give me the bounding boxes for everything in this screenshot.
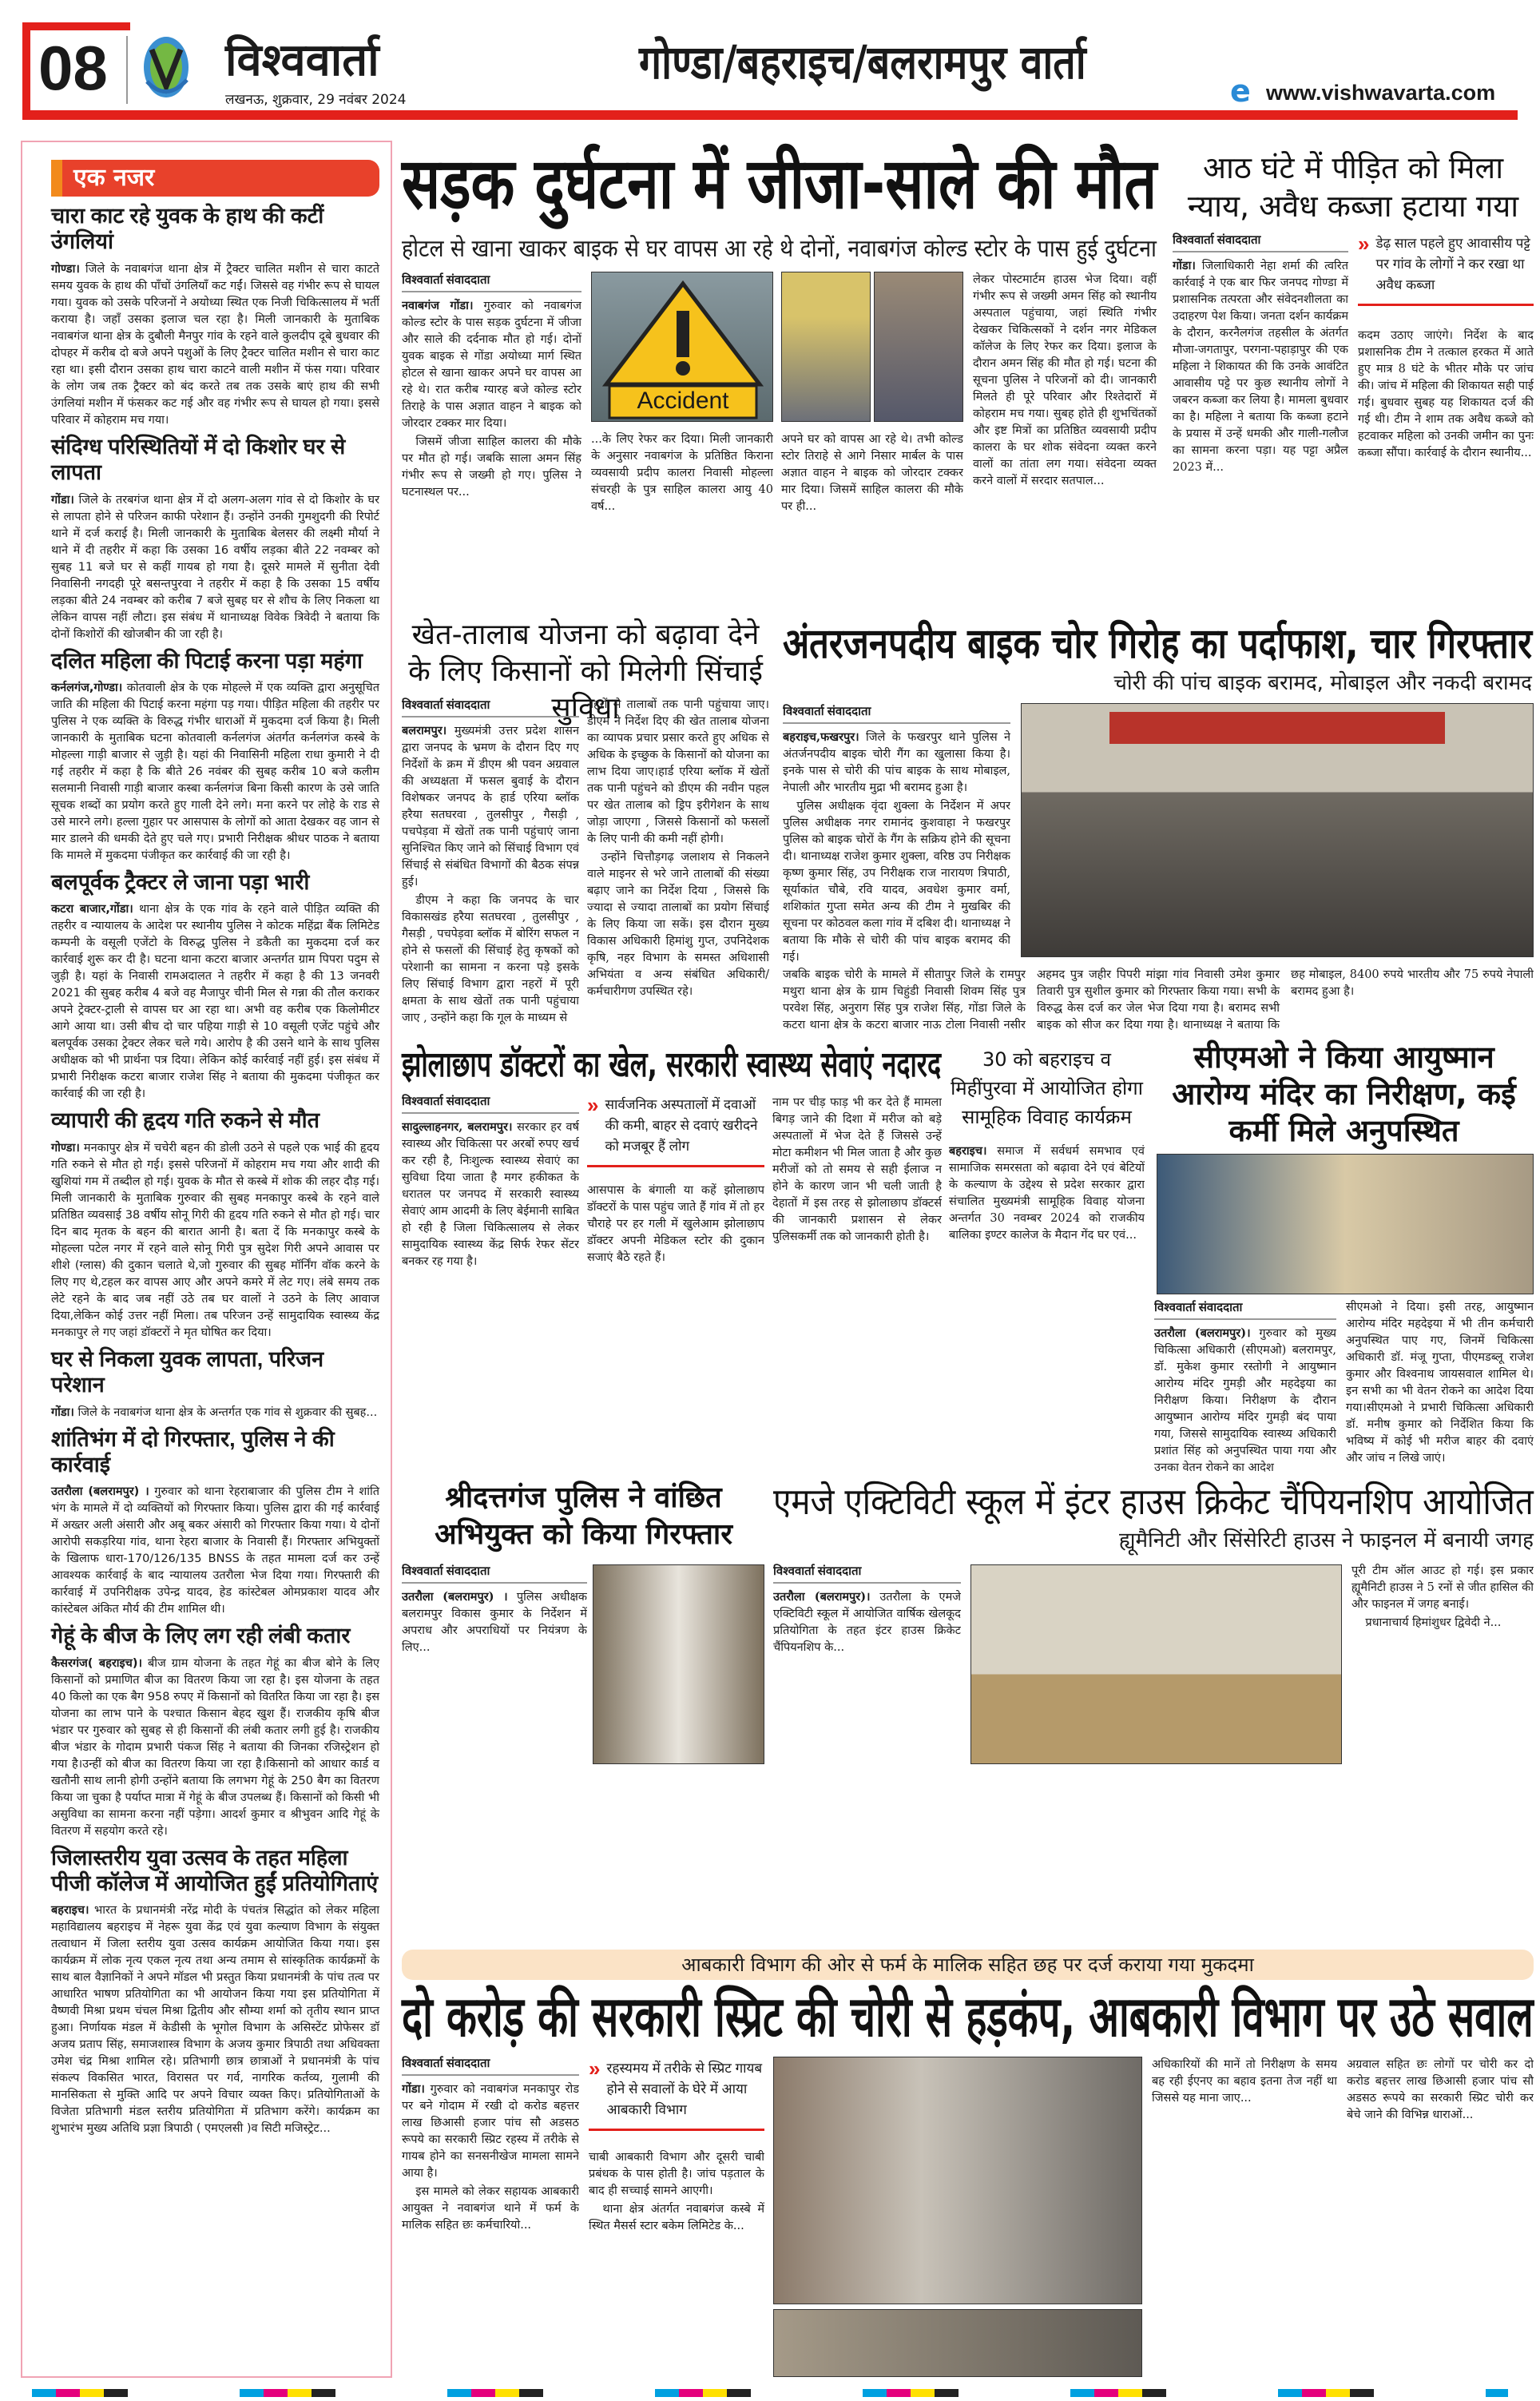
sidebar-story-headline: व्यापारी की हृदय गति रुकने से मौत (51, 1108, 320, 1133)
ek-nazar-banner: एक नजर (51, 160, 379, 197)
sidebar-story-headline: गेहूं के बीज के लिए लग रही लंबी कतार (51, 1624, 351, 1648)
byline: विश्ववार्ता संवाददाता (1154, 1299, 1336, 1320)
victim-photo-1 (781, 272, 871, 422)
frame-left (22, 22, 30, 118)
victim-photo-2 (874, 272, 963, 422)
bikegang-subhead: चोरी की पांच बाइक बरामद, मोबाइल और नकदी बरामद (1113, 671, 1532, 695)
cmo-col-2: सीएमओ ने दिया। इसी तरह, आयुष्मान आरोग्य मंदिर महदेइया में भी तीन कर्मचारी अनुपस्थित पाए गए, जिनमें चिकित्सा अधिकारी डॉ. मंजू गुप्ता, पीएमडब्लू राजेश कुमार और विश्वनाथ जायसवाल शामिल थे। इन सभी का भी वेतन रोकने का आदेश दिया गया।सीएमओ ने प्रभारी चिकित्सा अधिकारी डॉ. मनीष कुमार को निर्देशित किया कि भविष्य में कोई भी मरीज बाहर की दवाएं और जांच न लिखे जाएं। (1346, 1301, 1534, 1465)
sidebar-story-body: कर्नलगंज,गोण्डा। कोतवाली क्षेत्र के एक मोहल्ले में एक व्यक्ति द्वारा अनुसूचित जाति की महिला की पिटाई करना महंगा पड़ गया। पीड़ित महिला की तहरीर पर पुलिस ने एक व्यक्ति के विरुद्ध गंभीर धाराओं में मुकदमा दर्ज किया है। मिली जानकारी के मुताबिक घटना कोतवाली कर्नलगंज अंतर्गत कर्नलगंज कस्बे के मोहल्ला गाड़ी बाजार से जुड़ी है। यहां की निवासिनी महिला राधा कुमारी ने दी गई तहरीर में कहा है कि बीते 26 नवंबर की सुबह करीब 10 बजे कलीम सलमानी निवासी गाड़ी बाजार कस्बा कर्नलगंज बिना किसी कारण के उसे जाति सूचक शब्दों का प्रयोग करते हुए गाली देने लगे। मना करने पर लोहे के राड से उसे मारने लगे। हल्ला गुहार पर आसपास के लोगों को आता देखकर वह जान से मार डालने की धमकी देते हुए चले गए। प्रभारी निरीक्षक श्रीधर पाठक ने बताया कि मामले में मुकदमा पंजीकृत कर कार्रवाई की जा रही है। (51, 681, 380, 862)
lead-subhead: होटल से खाना खाकर बाइक से घर वापस आ रहे थे दोनों, नवाबगंज कोल्ड स्टोर के पास हुई दुर्घटना (402, 235, 1157, 263)
website-link[interactable]: www.vishwavarta.com (1266, 81, 1496, 105)
lead-col-3: अपने घर को वापस आ रहे थे। तभी कोल्ड स्टोर तिराहे से आगे निसार मार्बल के पास अज्ञात वाहन ने बाइक को जोरदार टक्कर मार दिया। जिसमें साहिल कालरा की मौके पर ही... (781, 433, 963, 513)
quacks-col-2: आसपास के बंगाली या कहें झोलाछाप डॉक्टरों के पास पहुंच जाते हैं गांव में तो हर चौराहे पर हर गली में खुलेआम झोलाछाप डॉक्टर अपनी मेडिकल स्टोर की दुकान सजाएं बैठे रहते हैं। (587, 1184, 764, 1264)
sidebar-story-body: कटरा बाजार,गोंडा। थाना क्षेत्र के एक गांव के रहने वाले पीड़ित व्यक्ति की तहरीर व न्यायालय के आदेश पर स्थानीय पुलिस ने कोटक महिंद्रा बैंक लिमिटेड कम्पनी के वसूली एजेंटो के विरुद्ध पुलिस ने डकैती का मुकदमा दर्ज कर कार्रवाई शुरू कर दी है। घटना थाना कटरा बाजार अन्तर्गत ग्राम पिपरा पदुम से जुड़ी है। यहां के निवासी रामअदालत ने तहरीर में कहा है की 13 जनवरी 2021 की सुबह करीब 4 बजे वह मैजापुर चीनी मिल से गन्ना की तौल कराकर अपने ट्रेक्टर-ट्राली से वापस घर आ रहा था। अभी वह करीब एक किलोमीटर आगे आया था। उसी बीच दो चार पहिया गाड़ी से 10 वसूली एजेंट पहुंचे और बलपूर्वक उसका ट्रेक्टर लेकर चले गये। आरोप है की उसने थाने के साथ पुलिस अधीक्षक को भी प्रार्थना पत्र दिया। लेकिन कोई कार्रवाई नहीं हुई। इस संबंध में प्रभारी निरीक्षक कटरा बाजार राजेश सिंह ने बताया की मुकदमा पंजीकृत कर कार्रवाई की जा रही है। (51, 903, 379, 1101)
byline: विश्ववार्ता संवाददाता (402, 697, 579, 718)
sidebar-story-headline: संदिग्ध परिस्थितियों में दो किशोर घर से लापता (51, 434, 346, 485)
spirit-col-4: अग्रवाल सहित छः लोगों पर चोरी कर दो करोड बहत्तर लाख छिआसी हजार पांच सौ अडसठ रूपये का सरकारी स्प्रिट चोरी कर बेचे जाने की विभिन्न धाराओं... (1347, 2058, 1534, 2121)
sidebar-story (51, 1845, 379, 2138)
sidebar-story-headline: जिलास्तरीय युवा उत्सव के तहत महिला पीजी कॉलेज में आयोजित हुईं प्रतियोगिताएं (51, 1845, 379, 1896)
spirit-pull-quote: » रहस्यमय में तरीके से स्प्रिट गायब होने से सवालों के घेरे में आया आबकारी विभाग (589, 2058, 764, 2131)
pond-headline: खेत-तालाब योजना को बढ़ावा देने के लिए किसानों को मिलेगी सिंचाई सुविधा (408, 618, 763, 725)
paper-name: विश्ववार्ता (225, 34, 379, 86)
sidebar-story-headline: दलित महिला की पिटाई करना पड़ा महंगा (51, 648, 363, 673)
sidebar-story-body: गोण्डा। जिले के नवाबगंज थाना क्षेत्र में ट्रैक्टर चालित मशीन से चारा काटते समय युवक के हाथ की पाँचों उंगलियाँ कट गईं। जिससे वह गंभीर रूप से घायल गया। युवक को उसके परिजनों ने अयोध्या स्थित एक निजी चिकित्सालय में भर्ती कराया है। जहाँ उसका इलाज चल रहा है। मिली जानकारी के मुताबिक नवाबगंज थाना क्षेत्र के दुबौली मैनपुर गांव के रहने वाले कुलदीप दूबे बुधवार की दोपहर में करीब दो बजे अपने पशुओं के लिए ट्रैक्टर चालित मशीन से चारा काट रहा था। इसी दौरान उसका हाथ चारा काटने वाली मशीन में फंस गया। परिवार के लोग जब तक ट्रैक्टर को बंद करते तब तक उसके बाएं हाथ की सभी उंगलियां मशीन में फंसकर कट गई और वह गंभीर रूप से घायल हो गया। इससे परिवार में कोहराम मच गया। (51, 262, 380, 427)
quacks-col-1: विश्ववार्ता संवाददाता सादुल्लाहनगर, बलरामपुर। सरकार हर वर्ष स्वास्थ्य और चिकित्सा पर अरबों रुपए खर्च कर रही है, निःशुल्क स्वास्थ्य सेवाएं का सुविधा दिया जाता है मगर हकीकत के धरातल पर जनपद में सरकारी स्वास्थ्य सेवाएं आम आदमी के लिए बेईमानी साबित हो रही है जिला चिकित्सालय से लेकर सामुदायिक स्वास्थ्य केंद्र सिर्फ रेफर सेंटर बनकर रह गया है। (402, 1095, 579, 1268)
byline: विश्ववार्ता संवाददाता (402, 272, 581, 292)
cricket-col-1: विश्ववार्ता संवाददाता उतरौला (बलरामपुर)। उतरौला के एमजे एक्टिविटी स्कूल में आयोजित वार्षिक खेलकूद प्रतियोगिता के तहत इंटर हाउस क्रिकेट चैंपियनशिप के... (773, 1564, 961, 1654)
sidebar-story-headline: घर से निकला युवक लापता, परिजन परेशान (51, 1346, 324, 1397)
spirit-photo-2 (773, 2309, 1142, 2377)
sidebar-story-body: गोंडा। जिले के नवाबगंज थाना क्षेत्र के अन्तर्गत एक गांव से शुक्रवार की सुबह... (51, 1405, 378, 1419)
quacks-pull-quote: » सार्वजनिक अस्पतालों में दवाओं की कमी, बाहर से दवाएं खरीदने को मजबूर हैं लोग (587, 1095, 764, 1167)
bikegang-col-2: जबकि बाइक चोरी के मामले में सीतापुर जिले के रामपुर मथुरा थाना क्षेत्र के ग्राम चिहुंडी निवासी शिवम सिंह पुत्र परवेश सिंह, अनुराग सिंह पुत्र राजेश सिंह, गोंडा जिले के कटरा थाना क्षेत्र के कटरा बाजार नाऊ टोला निवासी नसीर अहमद पुत्र जहीर पिपरी मांझा गांव निवासी उमेश कुमार तिवारी पुत्र सुशील कुमार को गिरफ्तार किया गया। सभी के विरुद्ध केस दर्ज कर जेल भेज दिया गया है। बरामद सभी बाइक को सीज कर दिया गया है। थानाध्यक्ष ने बताया कि छह मोबाइल, 8400 रुपये भारतीय और 75 रुपये नेपाली बरामद हुआ है। (783, 968, 1534, 1032)
arrest-body: विश्ववार्ता संवाददाता उतरौला (बलरामपुर) । पुलिस अधीक्षक बलरामपुर विकास कुमार के निर्देशन में अपराध और अपराधियों पर नियंत्रण के लिए... (402, 1564, 587, 1654)
byline: विश्ववार्ता संवाददाता (773, 1563, 961, 1584)
sidebar-story-headline: शांतिभंग में दो गिरफ्तार, पुलिस ने की कार्रवाई (51, 1426, 335, 1477)
sidebar-story (51, 869, 379, 1103)
sidebar-story-body: उतरौला (बलरामपुर) । गुरुवार को थाना रेहराबाजार की पुलिस टीम ने शांति भंग के मामले में दो व्यक्तियों को गिरफ्तार किया। पुलिस द्वारा की गई कार्रवाई में अख्तर अली अंसारी और अबू बकर अंसारी को गिरफ्तार किया गया। ये दोनों आरोपी सकड़रिया गांव, थाना रेहरा बाजार के निवासी हैं। गिरफ्तार अभियुक्तों के खिलाफ धारा-170/126/135 BNSS के तहत मामला दर्ज कर उन्हें आवश्यक कार्रवाई के बाद न्यायालय उतरौला भेज दिया गया। गिरफ्तारी की कार्रवाई में उपनिरीक्षक उपेन्द्र यादव, हेड कांस्टेबल ओमप्रकाश यादव और कांस्टेबल अंकित मौर्य की टीम शामिल थी। (51, 1485, 380, 1616)
spirit-col-2: चाबी आबकारी विभाग और दूसरी चाबी प्रबंधक के पास होती है। जांच पड़ताल के बाद ही सच्चाई सामने आएगी। थाना क्षेत्र अंतर्गत नवाबगंज कस्बे में स्थित मैसर्स स्टार बकेम लिमिटेड के... (589, 2151, 764, 2232)
cmo-headline: सीएमओ ने किया आयुष्मान आरोग्य मंदिर का निरीक्षण, कई कर्मी मिले अनुपस्थित (1154, 1039, 1534, 1149)
ie-icon: e (1230, 74, 1251, 109)
sidebar-ek-nazar (21, 141, 392, 2378)
cricket-subhead: ह्यूमैनिटी और सिंसेरिटी हाउस ने फाइनल में बनायी जगह (1119, 1528, 1534, 1552)
cricket-photo (970, 1564, 1342, 1764)
sidebar-story (51, 1346, 379, 1421)
byline: विश्ववार्ता संवाददाता (402, 2055, 579, 2076)
cricket-headline: एमजे एक्टिविटी स्कूल में इंटर हाउस क्रिकेट चैंपियनशिप आयोजित (773, 1480, 1534, 1523)
sidebar-story-headline: बलपूर्वक ट्रैक्टर ले जाना पड़ा भारी (51, 869, 310, 894)
byline: विश्ववार्ता संवाददाता (1173, 232, 1348, 252)
frame-top (22, 22, 130, 30)
cmo-col-1: विश्ववार्ता संवाददाता उतरौला (बलरामपुर)। गुरुवार को मुख्य चिकित्सा अधिकारी (सीएमओ) बलरामपुर, डॉ. मुकेश कुमार रस्तोगी ने आयुष्मान आरोग्य मंदिर गुमड़ी और महदेइया का निरीक्षण किया। निरीक्षण के दौरान आयुष्मान आरोग्य मंदिर गुमड़ी बंद पाया गया, जिससे सामुदायिक स्वास्थ्य अधिकारी प्रशांत सिंह को अनुपस्थित पाया गया और उनका वेतन रोकने का आदेश (1154, 1301, 1336, 1474)
bikegang-headline: अंतरजनपदीय बाइक चोर गिरोह का पर्दाफाश, चार गिरफ्तार (783, 620, 1532, 668)
sidebar-story (51, 1107, 379, 1341)
spirit-photo (773, 2057, 1142, 2304)
header-rule (22, 110, 1518, 120)
sign-text: Accident (637, 388, 729, 414)
logo-icon (141, 34, 192, 101)
color-registration-bar (32, 2389, 1508, 2397)
sidebar-story-body: गोण्डा। मनकापुर क्षेत्र में चचेरी बहन की डोली उठने से पहले एक भाई की हृदय गति रुकने से मौत हो गई। इससे परिजनों में कोहराम मच गया और शादी की खुशियां गम में तब्दील हो गई। युवक के मौत से कस्बे में शोक की लहर दौड़ गई। मिली जानकारी के मुताबिक गुरुवार की सुबह मनकापुर कस्बे के रहने वाले प्रतिष्ठित व्यवसाई 38 वर्षीय सोनू गिरी की हृदय गति रुकने से मौत हो गई। चार दिन बाद मृतक के बहन की बारात आनी है। बता दें कि मनकापुर कस्बे के मोहल्ला पटेल नगर में रहने वाले सोनू गिरी पुत्र सुदेश गिरी अपने आवास पर शीशे (ग्लास) की दुकान चलाते थे,जो गुरुवार की सुबह मॉर्निंग वॉक करने के लिए गए थे,टहल कर वापस आए और अपने कमरे में लेट गए। लंबे समय तक लेटे रहने के बाद जब नहीं उठे तब घर वालों ने उठने के लिए आवाज दिया,लेकिन कोई उत्तर नहीं मिला। तब परिजन उन्हें सामुदायिक स्वास्थ्य केंद्र मनकापुर ले गए जहां डॉक्टरों ने मृत घोषित कर दिया। (51, 1141, 379, 1339)
spirit-col-3: अधिकारियों की मानें तो निरीक्षण के समय बह रही ईएनए का बहाव इतना तेज नहीं था जिससे यह माना जाए... (1152, 2058, 1337, 2105)
encroach-col-2: कदम उठाए जाएंगे। निर्देश के बाद प्रशासनिक टीम ने तत्काल हरकत में आते हुए मात्र 8 घंटे के भीतर मौके पर जांच की। जांच में महिला की शिकायत सही पाई गई। बुधवार सुबह यह शिकायत दर्ज की गई थी। टीम ने शाम तक अवैध कब्जे को हटवाकर महिला को उनकी जमीन का पुनः कब्जा सौंपा। कार्रवाई के दौरान स्थानीय... (1358, 329, 1534, 459)
sidebar-story-headline: चारा काट रहे युवक के हाथ की कटीं उंगलियां (51, 204, 324, 254)
chevron-icon: » (1358, 232, 1370, 256)
lead-headline: सड़क दुर्घटना में जीजा-साले की मौत (402, 142, 1157, 225)
sidebar-story (51, 1623, 379, 1839)
encroach-pull-quote: » डेढ़ साल पहले हुए आवासीय पट्टे पर गांव के लोगों ने कर रखा था अवैध कब्जा (1358, 233, 1534, 306)
sidebar-story-body: गोंडा। जिले के तरबगंज थाना क्षेत्र में दो अलग-अलग गांव से दो किशोर के घर से लापता होने से परिजन काफी परेशान हैं। उन्होंने उनकी गुमशुदगी की रिपोर्ट थाने में दर्ज कराई है। मिली जानकारी के मुताबिक बेलसर की लक्ष्मी मौर्या ने थाने में दी तहरीर में कहा कि उसका 16 वर्षीय लड़का बीते 22 नवम्बर को सुबह 11 बजे घर से कहीं गायब हो गया है। दूसरे मामले में सुनीता देवी निवासिनी नगदही पूरे बसन्तपुरवा ने तहरीर में कहा है कि उसका 15 वर्षीय लड़का बीते 24 नवम्बर को करीब 7 बजे सुबह घर से शौच के लिए निकला था लेकिन वापस नहीं लौटा। इस संबंध में थानाध्यक्ष विवेक त्रिवेदी ने बताया कि दोनों किशोरों की खोजबीन की जा रही है। (51, 493, 379, 641)
cricket-col-2: पूरी टीम ऑल आउट हो गई। इस प्रकार ह्यूमैनिटी हाउस ने 5 रनों से जीत हासिल की और फाइनल में जगह बनाई। प्रधानाचार्य हिमांशुधर द्विवेदी ने... (1351, 1564, 1534, 1629)
byline: विश्ववार्ता संवाददाता (402, 1093, 579, 1114)
spirit-col-1: विश्ववार्ता संवाददाता गोंडा। गुरुवार को नवाबगंज मनकापुर रोड पर बने गोदाम में रखी दो करोड बहत्तर लाख छिआसी हजार पांच सौ अडसठ रूपये का सरकारी स्प्रिट रहस्य में तरीके से गायब होने का सनसनीखेज मामला सामने आया है। इस मामले को लेकर सहायक आबकारी आयुक्त ने नवाबगंज थाने में फर्म के मालिक सहित छः कर्मचारियो... (402, 2057, 579, 2232)
spirit-headline: दो करोड़ की सरकारी स्प्रिट की चोरी से हड़कंप, आबकारी विभाग पर उठे सवाल (402, 1984, 1534, 2049)
lead-col-4: लेकर पोस्टमार्टम हाउस भेज दिया। वहीं गंभीर रूप से जख्मी अमन सिंह को स्थानीय अस्पताल पहुंचाया, जहां स्थिति गंभीर देखकर चिकित्सकों ने दर्शन नगर मेडिकल कॉलेज के लिए रेफर कर दिया। इलाज के दौरान अमन सिंह की मौत हो गई। घटना की सूचना पुलिस ने परिजनों को दी। जानकारी मिलते ही पूरे परिवार और रिश्तेदारों में कोहराम मच गया। सुबह होते ही शुभचिंतकों और इष्ट मित्रों का प्रतिष्ठित व्यवसायी प्रदीप कालरा के घर शोक संवेदना व्यक्त करने वालों का तांता लग गया। संवेदना व्यक्त करने वालों में सरदार सतपाल... (973, 273, 1157, 487)
sidebar-story (51, 648, 379, 865)
pond-col-1: विश्ववार्ता संवाददाता बलरामपुर। मुख्यमंत्री उत्तर प्रदेश शासन द्वारा जनपद के भ्रमण के दौरान दिए गए निर्देशों के क्रम में डीएम श्री पवन अग्रवाल की अध्यक्षता में फसल बुवाई के दौरान विशेषकर जनपद के हार्ड एरिया ब्लॉक हरैया सतघरवा , तुलसीपुर , गैसड़ी , पचपेड़वा में खेतों तक पानी पहुंचाएं जाना सुनिश्चित किए जाने को सिंचाई विभाग एवं सिंचाई से संबंधित विभागों की बैठक संपन्न हुई। डीएम ने कहा कि जनपद के चार विकासखंड हरैया सतघरवा , तुलसीपुर , गैसड़ी , पचपेड़वा ब्लॉक में बोरिंग सफल न होने से फसलों की सिंचाई हेतु कृषकों को परेशानी का सामना न करना पड़े इसके लिए सिंचाई विभाग द्वारा नहरों में पूरी क्षमता के साथ खेतों तक पानी पहुंचाया जाए , उन्होंने कहा कि गूल के माध्यम से (402, 698, 579, 1024)
sidebar-story (51, 1426, 379, 1619)
pond-col-2: नहरों से तालाबों तक पानी पहुंचाया जाए। डीएम ने निर्देश दिए की खेत तालाब योजना का व्यापक प्रचार प्रसार करते हुए अधिक से अधिक के इच्छुक के किसानों को योजना का लाभ दिया जाए।हार्ड एरिया ब्लॉक में खेतों तक पानी पहुंचने को डीएम की नवीन पहल पर खेत तालाब को ड्रिप इरीगेशन के साथ जोड़ा जाएगा , जिससे किसानों को फसलों के लिए पानी की कमी नहीं होगी। उन्होंने चित्तौड़गढ़ जलाशय से निकलने वाले माइनर से भरे जाने तालाबों की संख्या बढ़ाए जाने का निर्देश दिया , जिससे कि ज्यादा से ज्यादा तालाबों का प्रयोग सिंचाई के लिए किया जा सकें। इस दौरान मुख्य विकास अधिकारी हिमांशु गुप्त, उपनिदेशक कृषि, नहर विभाग के समस्त अधिशासी अभियंता व अन्य संबंधित अधिकारी/ कर्मचारीगण उपस्थित रहे। (587, 698, 769, 998)
encroach-col-1: विश्ववार्ता संवाददाता गोंडा। जिलाधिकारी नेहा शर्मा की त्वरित कार्रवाई ने एक बार फिर जनपद गोण्डा में प्रशासनिक तत्परता और संवेदनशीलता का उदाहरण पेश किया। जनता दर्शन कार्यक्रम के दौरान, करनैलगंज तहसील के अंतर्गत मौजा-जगतापुर, परगना-पहाड़ापुर की एक महिला ने शिकायत की कि उनके आवंटित आवासीय पट्टे पर कुछ स्थानीय लोगों ने जबरन कब्जा कर लिया है। मामला बुधवार का है। महिला ने बताया कि कब्जा हटाने के प्रयास में उन्हें धमकी और गाली-गलौज का सामना करना पड़ा। यह पट्टा अप्रैल 2023 में... (1173, 233, 1348, 474)
encroach-headline: आठ घंटे में पीड़ित को मिला न्याय, अवैध कब्जा हटाया गया (1187, 150, 1519, 224)
sidebar-story-body: बहराइच। भारत के प्रधानमंत्री नरेंद्र मोदी के पंचतंत्र सिद्धांत को लेकर महिला महाविद्यालय बहराइच में नेहरू युवा केंद्र एवं युवा कल्याण विभाग के संयुक्त तत्वाधान में जिला स्तरीय युवा उत्सव कार्यक्रम आयोजित किया गया। इस कार्यक्रम में लोक नृत्य एकल नृत्य तथा अन्य तमाम से सांस्कृतिक कार्यक्रमों के साथ बाल वैज्ञानिकों ने अपने मॉडल भी प्रस्तुत किया प्रधानमंत्री के पांच तत्व पर आधारित भाषण प्रतियोगिता का भी आयोजन किया गया इस प्रतियोगिता में वैष्णवी मिश्रा प्रथम चंचल मिश्रा द्वितीय और सौम्या शर्मा को तृतीय स्थान प्राप्त हुआ। निर्णायक मंडल में केडीसी के भूगोल विभाग के असिस्टेंट प्रोफेसर डॉ अजय प्रताप सिंह, समाजशास्त्र विभाग के अजय कुमार त्रिपाठी तथा अधिवक्ता उमेश चंद्र मिश्रा शामिल रहे। प्रतिभागी छात्र छात्राओं ने प्रधानमंत्री के पांच संकल्प विकसित भारत, विरासत पर गर्व, नागरिक कर्तव्य, गुलामी की मानसिकता से मुक्ति आदि पर अपने विचार व्यक्त किए। प्रतियोगिताओं के विजेता प्रतिभागी मंडल स्तरीय प्रतियोगिता में प्रतिभाग करेंगे। कार्यक्रम का शुभारंभ मुख्य अतिथि प्रज्ञा त्रिपाठी ( एमएलसी )व सिटी मजिस्ट्रेट... (51, 1904, 379, 2136)
arrest-headline: श्रीदत्तगंज पुलिस ने वांछित अभियुक्त को किया गिरफ्तार (435, 1481, 732, 1551)
lead-col-1: विश्ववार्ता संवाददाता नवाबगंज गोंडा। गुरुवार को नवाबगंज कोल्ड स्टोर के पास सड़क दुर्घटना में जीजा और साले की दर्दनाक मौत हो गई। दोनों युवक बाइक से गोंडा अयोध्या मार्ग स्थित होटल से खाना खाकर अपने घर वापस आ रहे थे। रात करीब ग्यारह बजे कोल्ड स्टोर तिराहे के पास अज्ञात वाहन ने बाइक को जोरदार टक्कर मार दिया। जिसमें जीजा साहिल कालरा की मौके पर मौत हो गई। जबकि साला अमन सिंह गंभीर रूप से जख्मी हो गए। पुलिस ने घटनास्थल पर... (402, 273, 581, 499)
section-title: गोण्डा/बहराइच/बलरामपुर वार्ता (639, 35, 1086, 89)
chevron-icon: » (587, 1093, 599, 1117)
sidebar-story-body: कैसरगंज( बहराइच)। बीज ग्राम योजना के तहत गेहूं का बीज बोने के लिए किसानों को प्रमाणित बीज का वितरण किया जा रहा है। इस योजना के तहत 40 किलो का एक बैग 958 रुपए में किसानों को वितरित किया जा रहा है। इस योजना का लाभ पाने के पश्चात किसान बेहद खुश हैं। राजकीय कृषि बीज भंडार पर गुरुवार को सुबह से ही किसानों की लंबी कतार लगी हुई है। राजकीय बीज भंडार के गोदाम प्रभारी पंकज सिंह ने बताया की जिनका रजिस्ट्रेशन हो गया है।उन्हीं को बीज का वितरण किया जा रहा है।किसानो को आधार कार्ड व खतौनी साथ लानी होगी उन्होंने बताया कि लगभग गेहूं के 250 बैग का वितरण किया जा चुका है पर्याप्त मात्रा में गेहूं के बीज उपलब्ध हैं। किसानों को किसी भी असुविधा का सामना करना नहीं पड़ेगा। आदर्श कुमार व श्रीभुवन आदि गेहूं के वितरण में सहयोग करते रहे। (51, 1656, 379, 1838)
byline: विश्ववार्ता संवाददाता (783, 703, 1010, 724)
wedding-body: बहराइच। समाज में सर्वधर्म समभाव एवं सामाजिक समरसता को बढ़ावा देने एवं बेटियों के कल्याण के उद्देश्य से प्रदेश सरकार द्वारा संचालित मुख्यमंत्री सामूहिक विवाह योजना अन्तर्गत 30 नवम्बर 2024 को राजकीय बालिका इण्टर कालेज के मैदान गेंद घर एवं... (949, 1144, 1145, 1242)
cmo-photo (1157, 1154, 1534, 1294)
arrest-photo (593, 1564, 764, 1764)
quacks-headline: झोलाछाप डॉक्टरों का खेल, सरकारी स्वास्थ्य सेवाएं नदारद (402, 1044, 942, 1085)
dateline: लखनऊ, शुक्रवार, 29 नवंबर 2024 (225, 92, 407, 108)
chevron-icon: » (589, 2057, 601, 2081)
sidebar-story (51, 203, 379, 429)
sidebar-story (51, 434, 379, 643)
bikegang-photo (1021, 703, 1534, 957)
bikegang-col-1: विश्ववार्ता संवाददाता बहराइच,फखरपुर। जिले के फखरपुर थाने पुलिस ने अंतर्जनपदीय बाइक चोरी गैंग का खुलासा किया है। इनके पास से चोरी की पांच बाइक के साथ मोबाइल, नेपाली और भारतीय मुद्रा भी बरामद हुआ है। पुलिस अधीक्षक वृंदा शुक्ला के निर्देशन में अपर पुलिस अधीक्षक नगर रामानंद कुशवाहा ने फखरपुर पुलिस को बाइक चोरों के गैंग के सक्रिय होने की सूचना दी। थानाध्यक्ष राजेश कुमार शुक्ला, वरिष्ठ उप निरीक्षक कृष्ण कुमार सिंह, उप निरीक्षक राज नारायण त्रिपाठी, सूर्याकांत चौबे, रवि यादव, अवधेश कुमार वर्मा, शशिकांत गुप्ता समेत अन्य की टीम ने मुखबिर की सूचना पर कोठवल कला गांव में दबिश दी। थानाध्यक्ष ने बताया कि मौके से चोरी की पांच बाइक बरामद की गई। (783, 705, 1010, 964)
lead-col-2: ...के लिए रेफर कर दिया। मिली जानकारी के अनुसार नवाबगंज के प्रतिष्ठित किराना व्यवसायी प्रदीप कालरा निवासी मोहल्ला संचरही के पुत्र साहिल कालरा आयु 40 वर्ष... (591, 433, 773, 513)
page-number: 08 (38, 33, 108, 103)
divider (126, 36, 128, 104)
spirit-kicker: आबकारी विभाग की ओर से फर्म के मालिक सहित छह पर दर्ज कराया गया मुकदमा (402, 1950, 1534, 1980)
wedding-headline: 30 को बहराइच व मिहींपुरवा में आयोजित होगा सामूहिक विवाह कार्यक्रम (951, 1048, 1143, 1128)
quacks-col-3: नाम पर चीड़ फाड़ भी कर देते हैं मामला बिगड़ जाने की दिशा में मरीज को बड़े अस्पतालों में भेज देते हैं जिससे उन्हें मोटा कमीशन भी मिल जाता है और कुछ मरीजों को तो समय से सही ईलाज न होने के कारण जान भी चली जाती है देहातों में इस तरह से झोलाछाप डॉक्टर्स की जानकारी प्रशासन से लेकर पुलिसकर्मी तक को जानकारी होती है। (772, 1096, 942, 1243)
byline: विश्ववार्ता संवाददाता (402, 1563, 587, 1584)
accident-sign-photo (591, 272, 773, 422)
